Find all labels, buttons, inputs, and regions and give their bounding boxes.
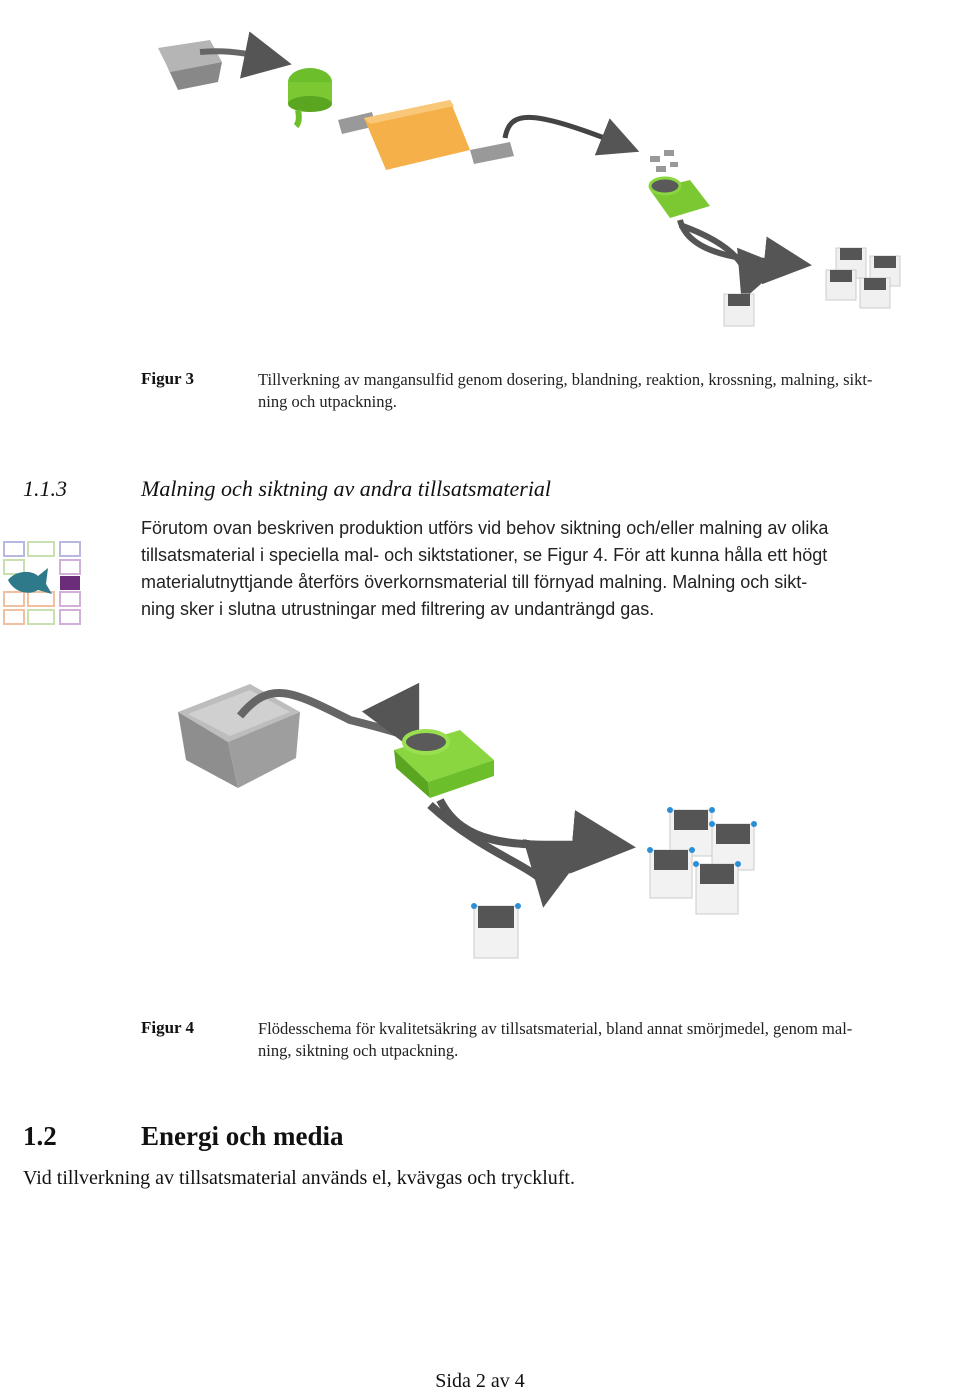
figure-4-caption-line-1: Flödesschema för kvalitetsäkring av tillsatsmaterial, bland annat smörjmedel, genom mal- (258, 1019, 853, 1038)
reactor-icon (338, 100, 514, 170)
figure-3-caption-line-2: ning och utpackning. (258, 392, 397, 411)
mill-sieve-icon (394, 730, 494, 798)
hopper-icon (158, 40, 222, 90)
bag-group-icon (647, 807, 757, 914)
sieve-icon (650, 178, 710, 218)
figure-3-caption-line-1: Tillverkning av mangansulfid genom dosering, blandning, reaktion, krossning, malning, sikt- (258, 370, 873, 389)
section-1-1-3-line-4: ning sker i slutna utrustningar med filtrering av undanträngd gas. (141, 599, 655, 619)
section-1-1-3-line-2: tillsatsmaterial i speciella mal- och siktstationer, se Figur 4. För att kunna hålla ett högt (141, 545, 828, 565)
feed-bin-icon (178, 684, 300, 788)
section-1-1-3-line-1: Förutom ovan beskriven produktion utförs vid behov siktning och/eller malning av olika (141, 518, 829, 538)
section-1-2-number: 1.2 (23, 1121, 57, 1151)
section-1-1-3-number: 1.1.3 (23, 476, 67, 501)
section-1-2-text: Vid tillverkning av tillsatsmaterial används el, kvävgas och tryckluft. (23, 1167, 575, 1189)
page-number: Sida 2 av 4 (435, 1370, 525, 1392)
figure-4-illustration (150, 660, 790, 980)
crushed-pieces-icon (650, 150, 678, 172)
single-bag-icon (471, 903, 521, 958)
mixer-icon (288, 68, 332, 126)
figure-3-illustration (150, 20, 910, 340)
section-1-2-title: Energi och media (141, 1121, 344, 1151)
figure-4-label: Figur 4 (141, 1018, 195, 1037)
section-1-1-3-line-3: materialutnyttjande återförs överkornsmaterial till förnyad malning. Malning och sikt- (141, 572, 808, 592)
figure-3-label: Figur 3 (141, 369, 195, 388)
section-1-1-3-title: Malning och siktning av andra tillsatsmaterial (141, 476, 552, 501)
figure-4-caption-line-2: ning, siktning och utpackning. (258, 1041, 459, 1060)
logo-icon (2, 540, 86, 628)
